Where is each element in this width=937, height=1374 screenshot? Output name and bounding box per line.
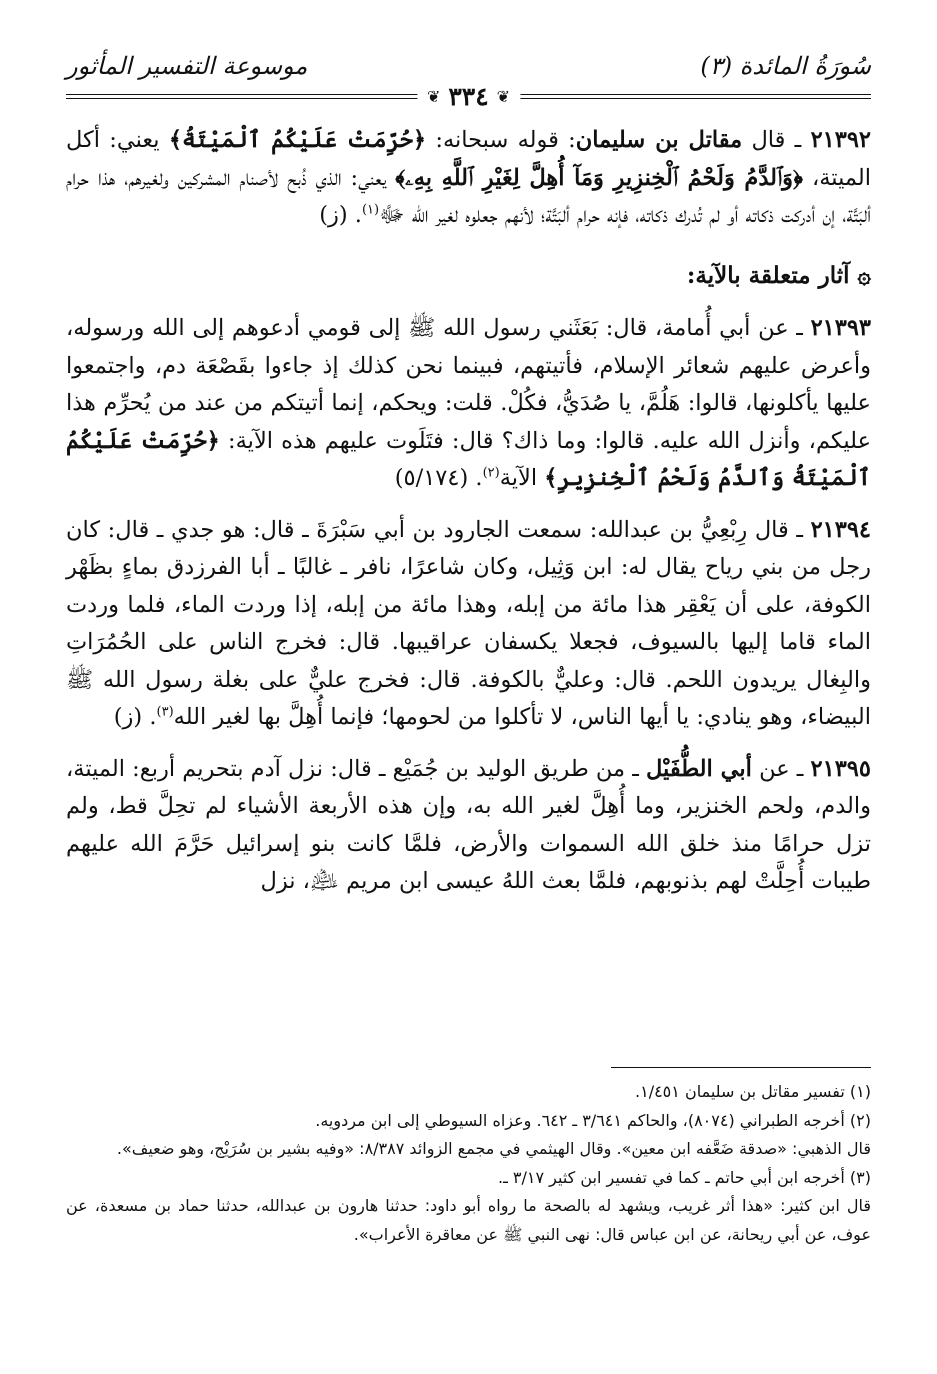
ornament-icon: ❦ (426, 87, 441, 106)
text-run: ـ قال رِبْعِيُّ بن عبدالله: سمعت الجارود بن أبي سَبْرَةَ ـ قال: هو جدي ـ قال: كان رجل من بني رياح يقال له: ابن وَثِيل، وكان شاعرًا، نافر ـ غالبًا ـ أبا الفرزدق بماءٍ بظَهْر الكوفة، على أن يَعْقِر هذا مائة من إبله، وهذا مائة من إبله، إذا وردت الماء، فلما وردت الماء قاما إليها بالسيوف، فجعلا يكسفان عراقيبها. قال: فخرج الناس على الحُمُرَاتِ والبِغال يريدون اللحم. قال: وعليٌّ بالكوفة. قال: فخرج عليٌّ على بغلة رسول الله ﷺ البيضاء، وهو ينادي: يا أيها الناس، لا تأكلوا من لحومها؛ فإنما أُهِلَّ بها لغير الله (66, 516, 871, 730)
narration-21392 (66, 122, 871, 235)
footnote-ref: (١) (361, 202, 380, 218)
narrator-name: مقاتل بن سليمان (575, 127, 743, 153)
book-title: موسوعة التفسير المأثور (66, 52, 308, 80)
footnote-2-comment: قال الذهبي: «صدقة ضَعَّفه ابن معين». وقال الهيثمي في مجمع الزوائد ٨/٣٨٧: «وفيه بشير بن سُرَيْج، وهو ضعيف». (116, 1139, 871, 1158)
footnote-3: (٣) أخرجه ابن أبي حاتم ـ كما في تفسير ابن كثير ٣/١٧ ـ. (498, 1167, 871, 1187)
text-run: ـ عن أبي أُمامة، قال: بَعَثَني رسول الله ﷺ إلى قومي أدعوهم إلى الله ورسوله، وأعرض عليهم شعائر الإسلام، فأتيتهم، فبينما نحن كذلك إذ جاءوا بقَصْعَة دم، واجتمعوا عليها يأكلونها، قالوا: هَلُمَّ، يا صُدَيُّ، فكُلْ. قلت: ويحكم، إنما أتيتكم من عند من يُحرِّم هذا عليكم، وأنزل الله عليه. قالوا: وما ذاك؟ قال: فتَلَوت عليهم هذه الآية: (66, 315, 872, 454)
narrator-name: أبي الطُّفَيْل (646, 755, 752, 782)
quran-quote: ﴿حُرِّمَتْ عَلَيْكُمُ ٱلْمَيْتَةُ﴾ (168, 127, 427, 153)
footnote-separator (611, 1067, 871, 1068)
footnote-2: (٢) أخرجه الطبراني (٨٠٧٤)، والحاكم ٣/٦٤١ ـ ٦٤٢. وعزاه السيوطي إلى ابن مردويه. (315, 1110, 871, 1130)
footnote-1: (١) تفسير مقاتل بن سليمان ١/٤٥١. (635, 1082, 871, 1101)
footnote-3-comment: قال ابن كثير: «هذا أثر غريب، ويشهد له بالصحة ما رواه أبو داود: حدثنا هارون بن عبدالله، حدثنا حماد بن مسعدة، عن عوف، عن أبي ريحانة، عن ابن عباس قال: نهى النبي ﷺ عن معاقرة الأعراب». (66, 1196, 871, 1244)
page-number-box (417, 82, 520, 111)
narration-number: ٢١٣٩٢ (810, 127, 871, 153)
main-text (66, 122, 871, 901)
page-number: ٣٣٤ (448, 82, 489, 111)
text-run: يعني: الذي ذُبح لأصنام المشركين ولغيرهم، هذا حرام ألبَتَّة، إن أدركت ذكاته أو لم تُدرك ذكاته، فإنه حرام ألبَتَّة؛ لأنهم جعلوه لغير الله ﷻ (66, 164, 871, 228)
narration-number: ٢١٣٩٤ (810, 516, 871, 543)
quran-quote: ﴿حُرِّمَتْ عَلَيْكُمُ ٱلْمَيْتَةُ وَٱلدَّمُ وَلَحْمُ ٱلْخِنزِيرِ﴾ (66, 427, 871, 491)
ornament-icon: ❦ (496, 87, 511, 106)
running-header (66, 52, 871, 82)
text-run: ـ قال (742, 127, 811, 153)
text-run: الآية (499, 465, 545, 491)
narration-number: ٢١٣٩٣ (810, 315, 871, 341)
narration-number: ٢١٣٩٥ (810, 755, 871, 782)
narration-21394 (66, 512, 871, 737)
text-run: : قوله سبحانه: (426, 127, 576, 153)
narration-21395 (66, 751, 871, 901)
text-run: ـ من طريق الوليد بن جُمَيْع ـ قال: نزل آدم بتحريم أربع: الميتة، والدم، ولحم الخنزير، وما أُهِلَّ لغير الله به، وإن هذه الأربعة الأشياء لم تحِلَّ قط، ولم تزل حرامًا منذ خلق الله السموات والأرض، فلمَّا كانت بنو إسرائيل حَرَّمَ الله عليهم طيبات أُحِلَّتْ لهم بذنوبهم، فلمَّا بعث اللهُ عيسى ابن مريم ﵇، نزل (66, 755, 871, 894)
narration-21393 (66, 310, 871, 498)
text-run: . (٥/١٧٤) (394, 465, 483, 491)
footnote-ref: (٢) (482, 465, 500, 481)
quran-quote: ﴿وَٱلدَّمُ وَلَحْمُ ٱلْخِنزِيرِ وَمَآ أُهِلَّ لِغَيْرِ ٱللَّهِ بِهِۦ﴾ (395, 164, 804, 191)
footnotes (66, 1078, 871, 1249)
text-run: . (ز) (113, 704, 157, 730)
surah-title: سُورَةُ المائدة (٣) (700, 52, 871, 80)
text-run: يعني: أكل الميتة، (66, 127, 871, 191)
text-run: ـ عن (751, 755, 811, 782)
text-run: . (ز) (319, 202, 362, 228)
section-heading: ۞ آثار متعلقة بالآية: (686, 261, 871, 289)
footnote-ref: (٣) (156, 704, 174, 720)
